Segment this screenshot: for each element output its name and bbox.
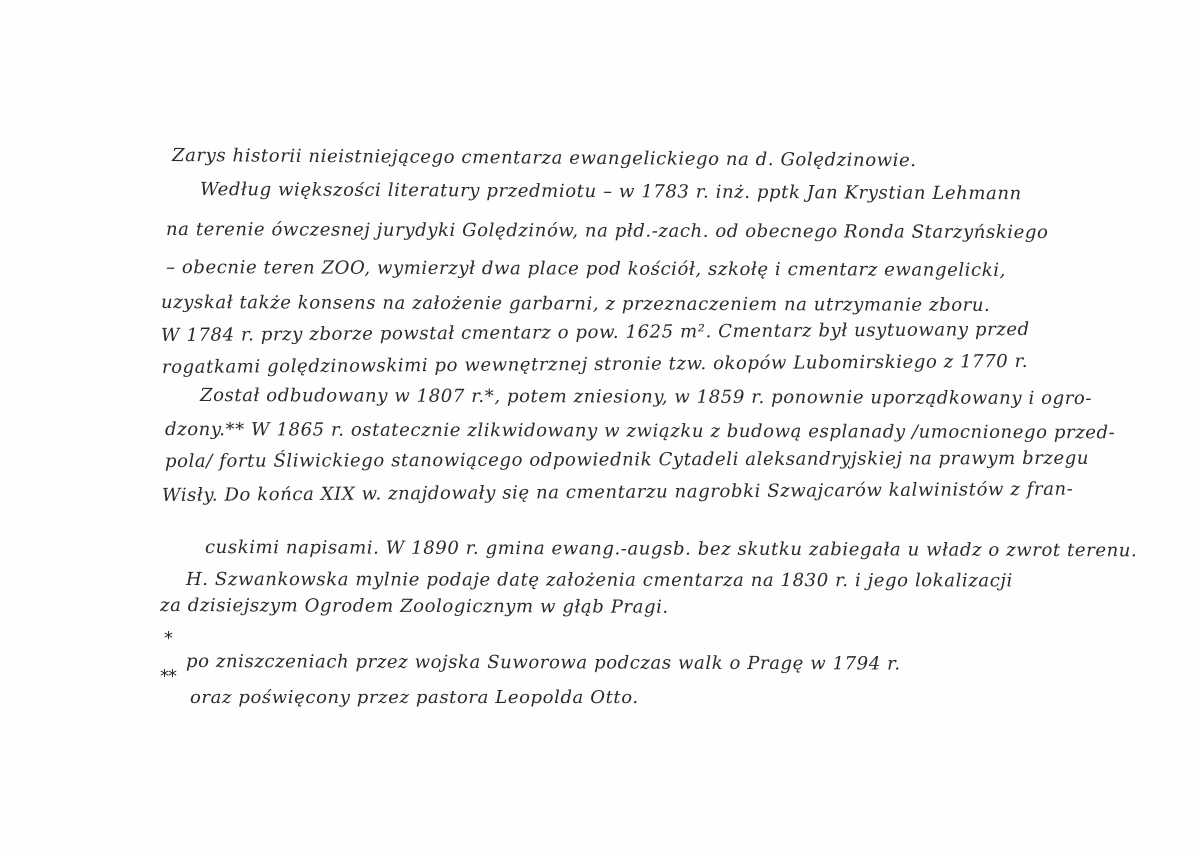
paragraph-1-line-6: rogatkami golędzinowskimi po wewnętrznej stronie tzw. okopów Lubomirskiego z 1770 r.: [161, 350, 1029, 378]
paragraph-3-line-2: za dzisiejszym Ogrodem Zoologicznym w głąb Pragi.: [159, 595, 669, 618]
paragraph-1-line-1: Według większości literatury przedmiotu – w 1783 r. inż. pptk Jan Krystian Lehmann: [199, 179, 1022, 205]
paragraph-2-line-1: Został odbudowany w 1807 r.*, potem zniesiony, w 1859 r. ponownie uporządkowany i ogro-: [199, 385, 1093, 410]
paragraph-1-line-4: uzyskał także konsens na założenie garbarni, z przeznaczeniem na utrzymanie zboru.: [160, 292, 991, 316]
document-title: Zarys historii nieistniejącego cmentarza ewangelickiego na d. Golędzinowie.: [171, 145, 917, 172]
footnote-1-text: po zniszczeniach przez wojska Suworowa podczas walk o Pragę w 1794 r.: [185, 651, 901, 675]
paragraph-1-line-2: na terenie ówczesnej jurydyki Golędzinów, na płd.-zach. od obecnego Ronda Starzyńskiego: [165, 219, 1049, 244]
paragraph-2-line-5: cuskimi napisami. W 1890 r. gmina ewang.-augsb. bez skutku zabiegała u władz o zwrot terenu.: [204, 537, 1138, 562]
footnote-1-marker: *: [164, 628, 173, 649]
paragraph-2-line-3: pola/ fortu Śliwickiego stanowiącego odpowiednik Cytadeli aleksandryjskiej na prawym brzegu: [164, 447, 1090, 472]
footnote-2-marker: **: [160, 666, 176, 687]
paragraph-1-line-3: – obecnie teren ZOO, wymierzył dwa place pod kościół, szkołę i cmentarz ewangelicki,: [165, 257, 1006, 281]
paragraph-2-line-2: dzony.** W 1865 r. ostatecznie zlikwidowany w związku z budową esplanady /umocnionego przed-: [164, 419, 1116, 444]
paragraph-3-line-1: H. Szwankowska mylnie podaje datę założenia cmentarza na 1830 r. i jego lokalizacji: [185, 569, 1013, 592]
paragraph-2-line-4: Wisły. Do końca XIX w. znajdowały się na cmentarzu nagrobki Szwajcarów kalwinistów z fran-: [161, 478, 1074, 506]
paragraph-1-line-5: W 1784 r. przy zborze powstał cmentarz o pow. 1625 m². Cmentarz był usytuowany przed: [160, 318, 1030, 346]
footnote-2-text: oraz poświęcony przez pastora Leopolda Otto.: [190, 687, 639, 708]
